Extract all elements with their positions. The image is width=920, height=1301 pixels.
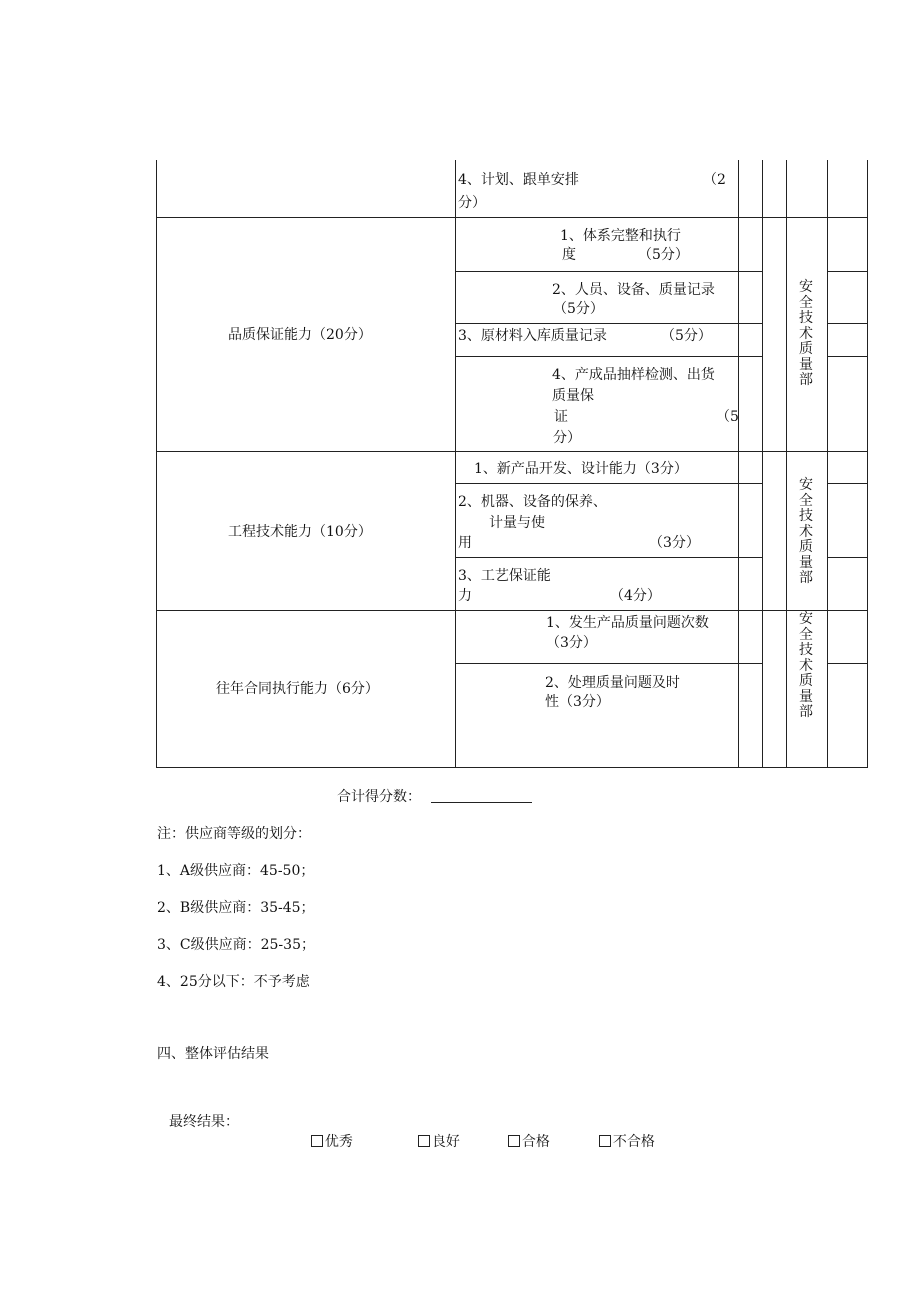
subrow-separator <box>455 663 762 664</box>
row-separator <box>156 451 868 452</box>
category-label: 往年合同执行能力（6分） <box>216 681 379 697</box>
checkbox-icon[interactable] <box>418 1135 430 1147</box>
subrow-separator <box>455 483 762 484</box>
checkbox-icon[interactable] <box>508 1135 520 1147</box>
item-score: （5分） <box>553 301 604 317</box>
total-score-field[interactable] <box>431 802 532 803</box>
section-heading: 四、整体评估结果 <box>157 1046 269 1062</box>
item-text: 1、发生产品质量问题次数 <box>546 615 709 631</box>
item-text: 1、体系完整和执行 <box>560 228 681 244</box>
item-text: 2、人员、设备、质量记录 <box>552 282 715 298</box>
option-pass[interactable] <box>499 1112 550 1152</box>
grade-note-line: 4、25分以下：不予考虑 <box>157 974 310 990</box>
department-label: 安全技术质量部 <box>799 477 813 586</box>
item-text: 力 <box>458 588 472 604</box>
item-score: 性（3分） <box>545 694 610 710</box>
option-excellent[interactable] <box>302 1112 353 1152</box>
item-text: 证 <box>554 409 568 425</box>
subrow-separator <box>455 271 762 272</box>
table-divider <box>827 160 828 768</box>
department-label: 安全技术质量部 <box>799 279 813 388</box>
grade-note-line: 3、C级供应商：25-35； <box>157 937 315 953</box>
item-score: （4分） <box>610 588 661 604</box>
item-score: 分） <box>553 430 581 446</box>
item-text: 4、产成品抽样检测、出货 <box>552 367 715 383</box>
item-text: 分） <box>458 195 486 211</box>
option-label: 不合格 <box>612 1134 655 1150</box>
item-text: 2、机器、设备的保养、 <box>458 494 607 510</box>
subrow-separator <box>827 483 868 484</box>
final-result-label: 最终结果： <box>169 1114 239 1130</box>
item-text: 2、处理质量问题及时 <box>545 675 680 691</box>
grade-note-line: 1、A级供应商：45-50； <box>157 863 315 879</box>
category-label: 品质保证能力（20分） <box>228 327 372 343</box>
table-divider <box>455 160 456 768</box>
table-border-left <box>156 160 157 768</box>
subrow-separator <box>827 356 868 357</box>
item-score: （3分） <box>649 535 700 551</box>
item-text: 3、工艺保证能 <box>458 568 551 584</box>
item-text: 1、新产品开发、设计能力（3分） <box>474 461 688 477</box>
subrow-separator <box>455 356 762 357</box>
subrow-separator <box>827 663 868 664</box>
item-text: 3、原材料入库质量记录 <box>458 328 607 344</box>
item-score: （2 <box>703 172 726 188</box>
option-label: 优秀 <box>324 1134 353 1150</box>
department-label: 安全技术质量部 <box>799 611 813 720</box>
item-text: 度 <box>562 247 576 263</box>
item-text: 4、计划、跟单安排 <box>458 172 579 188</box>
subrow-separator <box>827 323 868 324</box>
option-fail[interactable] <box>590 1112 655 1152</box>
item-score: （5 <box>716 409 739 425</box>
subrow-separator <box>455 323 762 324</box>
total-score-label: 合计得分数： <box>337 789 421 805</box>
option-label: 良好 <box>431 1134 460 1150</box>
table-border-bottom <box>156 767 868 768</box>
option-label: 合格 <box>521 1134 550 1150</box>
item-score: （5分） <box>638 247 689 263</box>
row-separator <box>156 217 868 218</box>
grade-note-line: 2、B级供应商：35-45； <box>157 900 315 916</box>
subrow-separator <box>455 557 762 558</box>
category-label: 工程技术能力（10分） <box>228 524 372 540</box>
item-score: （5分） <box>661 328 712 344</box>
checkbox-icon[interactable] <box>599 1135 611 1147</box>
table-divider <box>762 160 763 768</box>
item-text: 质量保 <box>552 388 594 404</box>
item-score: （3分） <box>546 635 597 651</box>
subrow-separator <box>827 557 868 558</box>
checkbox-icon[interactable] <box>311 1135 323 1147</box>
table-border-right <box>867 160 868 768</box>
subrow-separator <box>827 271 868 272</box>
table-divider <box>786 160 787 768</box>
table-divider <box>738 160 739 768</box>
item-text: 用 <box>458 535 472 551</box>
row-separator <box>156 610 868 611</box>
grade-note-title: 注：供应商等级的划分： <box>157 826 311 842</box>
option-good[interactable] <box>409 1112 460 1152</box>
item-text: 计量与使 <box>489 515 545 531</box>
